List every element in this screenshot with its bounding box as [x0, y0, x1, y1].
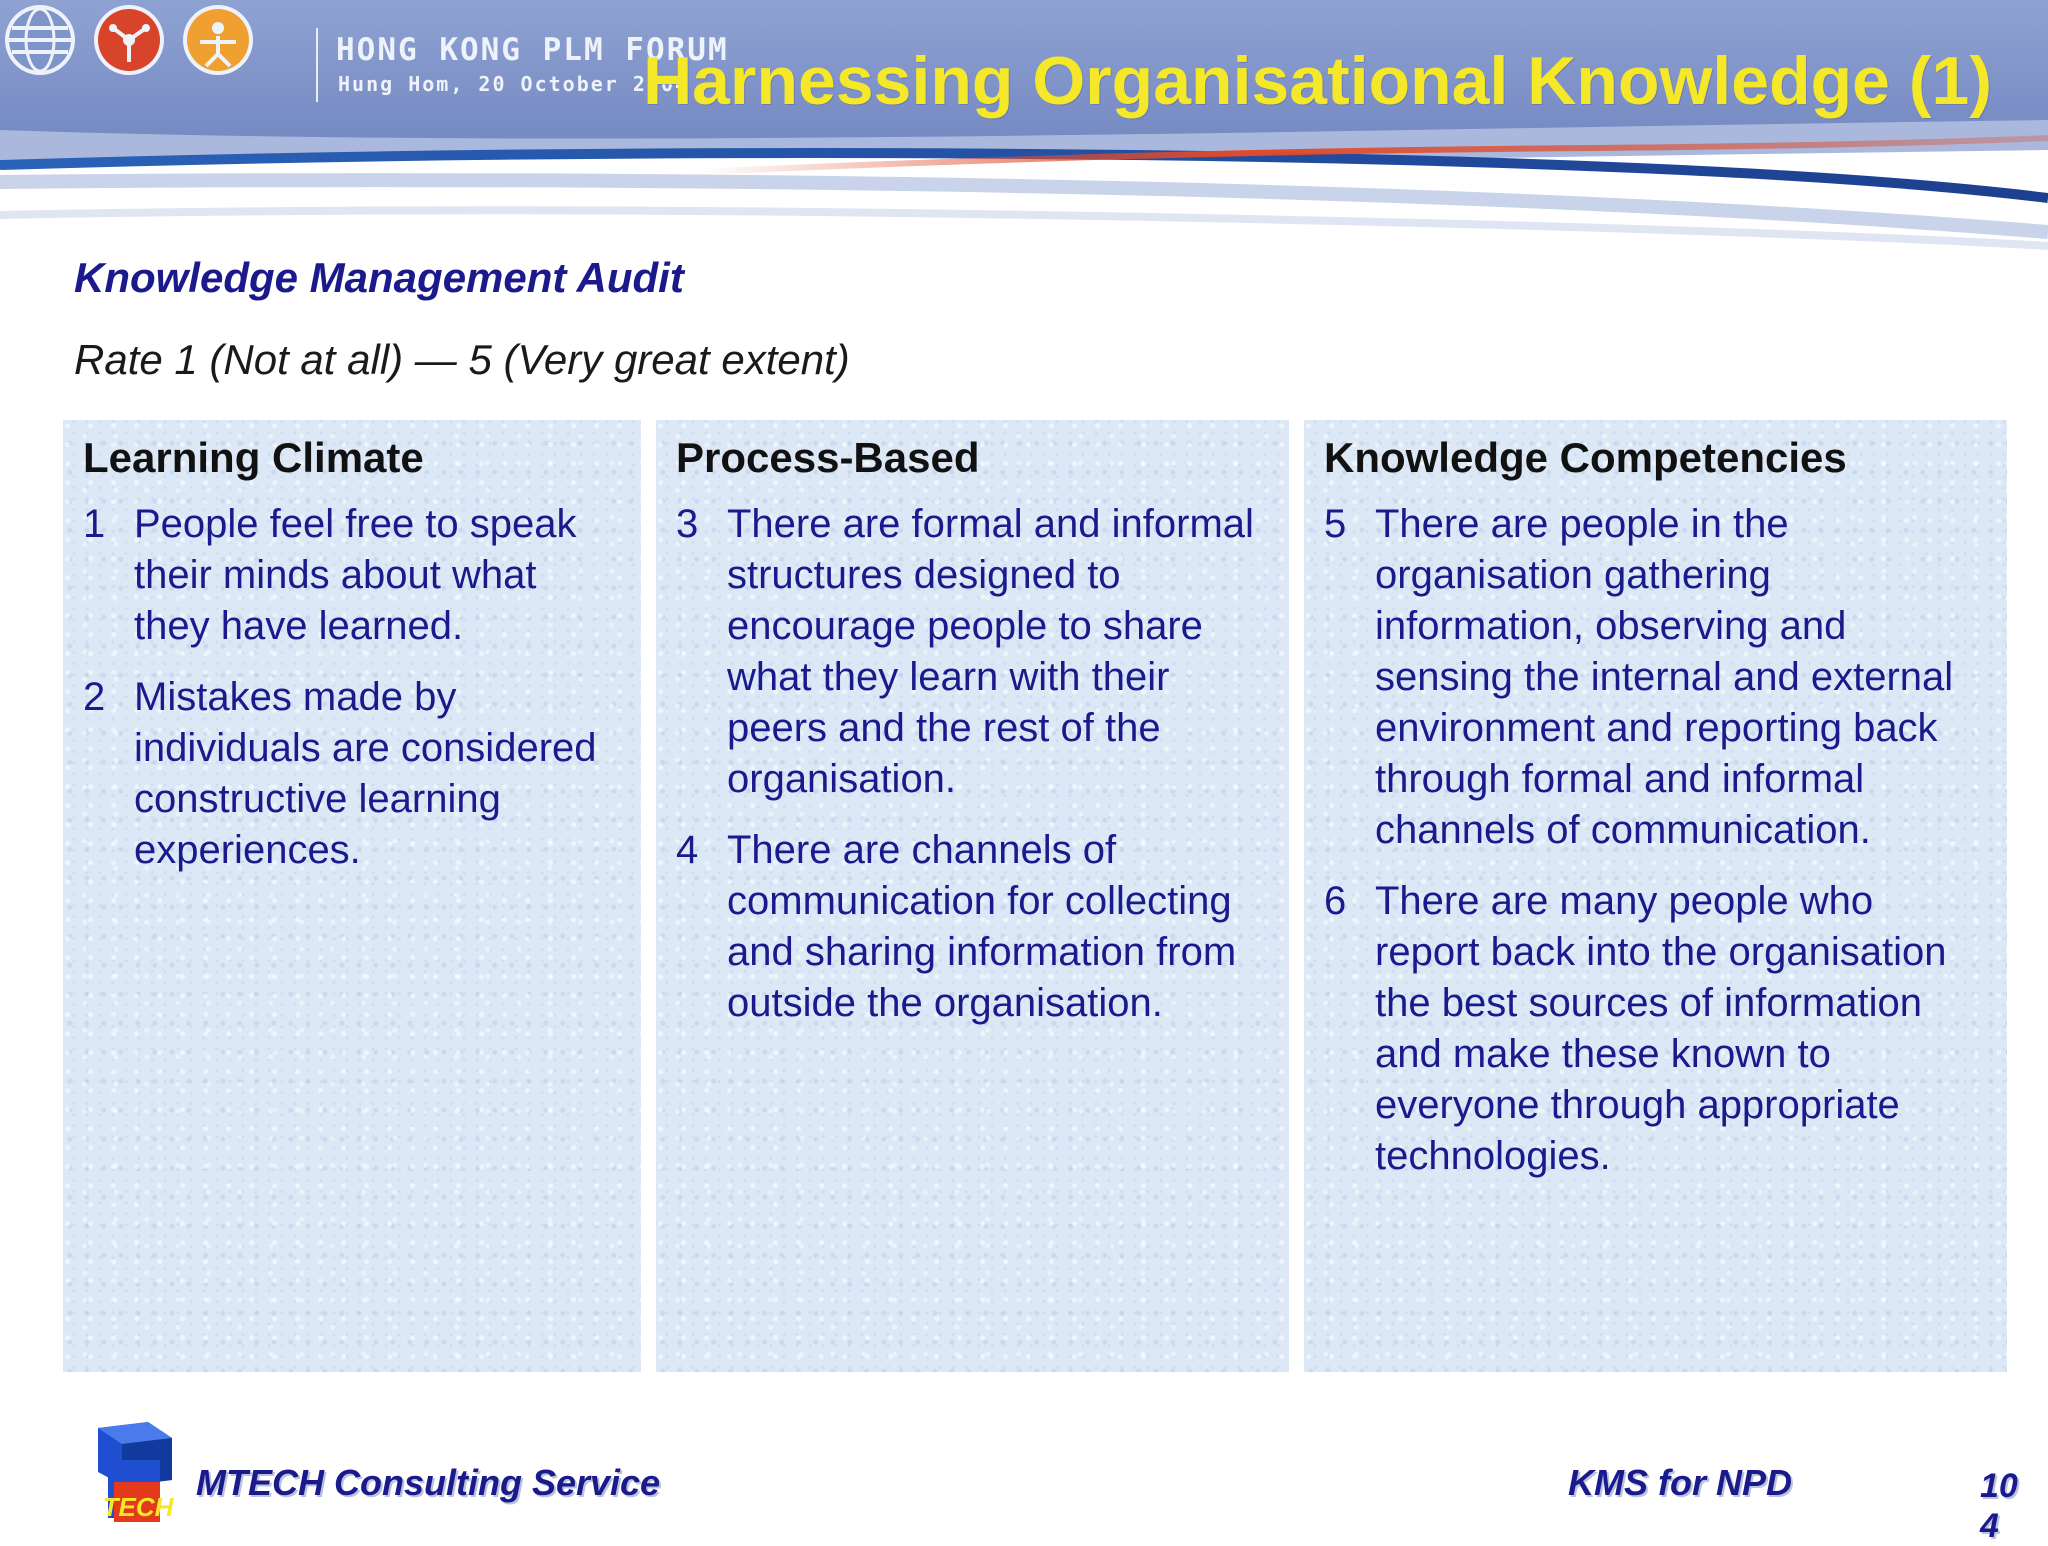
person-sun-icon [183, 5, 253, 75]
slide-title: Harnessing Organisational Knowledge (1) [643, 43, 1992, 119]
page-number: 104 [1980, 1467, 2018, 1545]
footer-topic: KMS for NPD [1568, 1462, 1792, 1503]
item-number: 6 [1324, 878, 1347, 923]
forum-title: HONG KONG PLM FORUM [336, 32, 729, 68]
list-item [83, 672, 619, 876]
logo-divider [316, 28, 318, 102]
banner-swoosh-graphic [0, 0, 2048, 260]
footer-company-name: MTECH Consulting Service [196, 1462, 661, 1503]
column-title: Knowledge Competencies [1324, 434, 1847, 481]
item-text: There are many people who report back into the organisation the best sources of information and make these known to everyone through appropriate technologies. [1375, 878, 1947, 1178]
svg-text:TECH: TECH [102, 1492, 174, 1522]
forum-subtitle: Hung Hom, 20 October 2004 [338, 72, 690, 96]
header-banner [0, 0, 2048, 260]
column-title: Process-Based [676, 434, 980, 481]
item-number: 5 [1324, 501, 1347, 546]
list-item [676, 499, 1267, 805]
list-item [1324, 876, 1985, 1182]
item-text: There are formal and informal structures designed to encourage people to share what they learn with their peers and the rest of the organisation. [727, 501, 1254, 801]
item-number: 3 [676, 501, 699, 546]
column-knowledge-competencies [1304, 420, 2007, 1372]
forum-logos-icon [0, 0, 260, 80]
mtech-logo-icon [78, 1420, 174, 1530]
item-number: 1 [83, 501, 106, 546]
network-node-icon [94, 5, 164, 75]
item-number: 2 [83, 674, 106, 719]
list-item [83, 499, 619, 652]
column-learning-climate [63, 420, 641, 1372]
list-item [1324, 499, 1985, 856]
column-title: Learning Climate [83, 434, 424, 481]
list-item [676, 825, 1267, 1029]
item-number: 4 [676, 827, 699, 872]
item-text: Mistakes made by individuals are considered constructive learning experiences. [134, 674, 597, 872]
rating-scale-text: Rate 1 (Not at all) — 5 (Very great extent) [74, 336, 850, 383]
item-text: There are people in the organisation gathering information, observing and sensing the internal and external environment and reporting back through formal and informal channels of communication. [1375, 501, 1954, 852]
section-subheading: Knowledge Management Audit [74, 254, 684, 301]
item-text: There are channels of communication for collecting and sharing information from outside the organisation. [727, 827, 1237, 1025]
column-process-based [656, 420, 1289, 1372]
globe-icon [5, 5, 75, 75]
item-text: People feel free to speak their minds about what they have learned. [134, 501, 577, 648]
